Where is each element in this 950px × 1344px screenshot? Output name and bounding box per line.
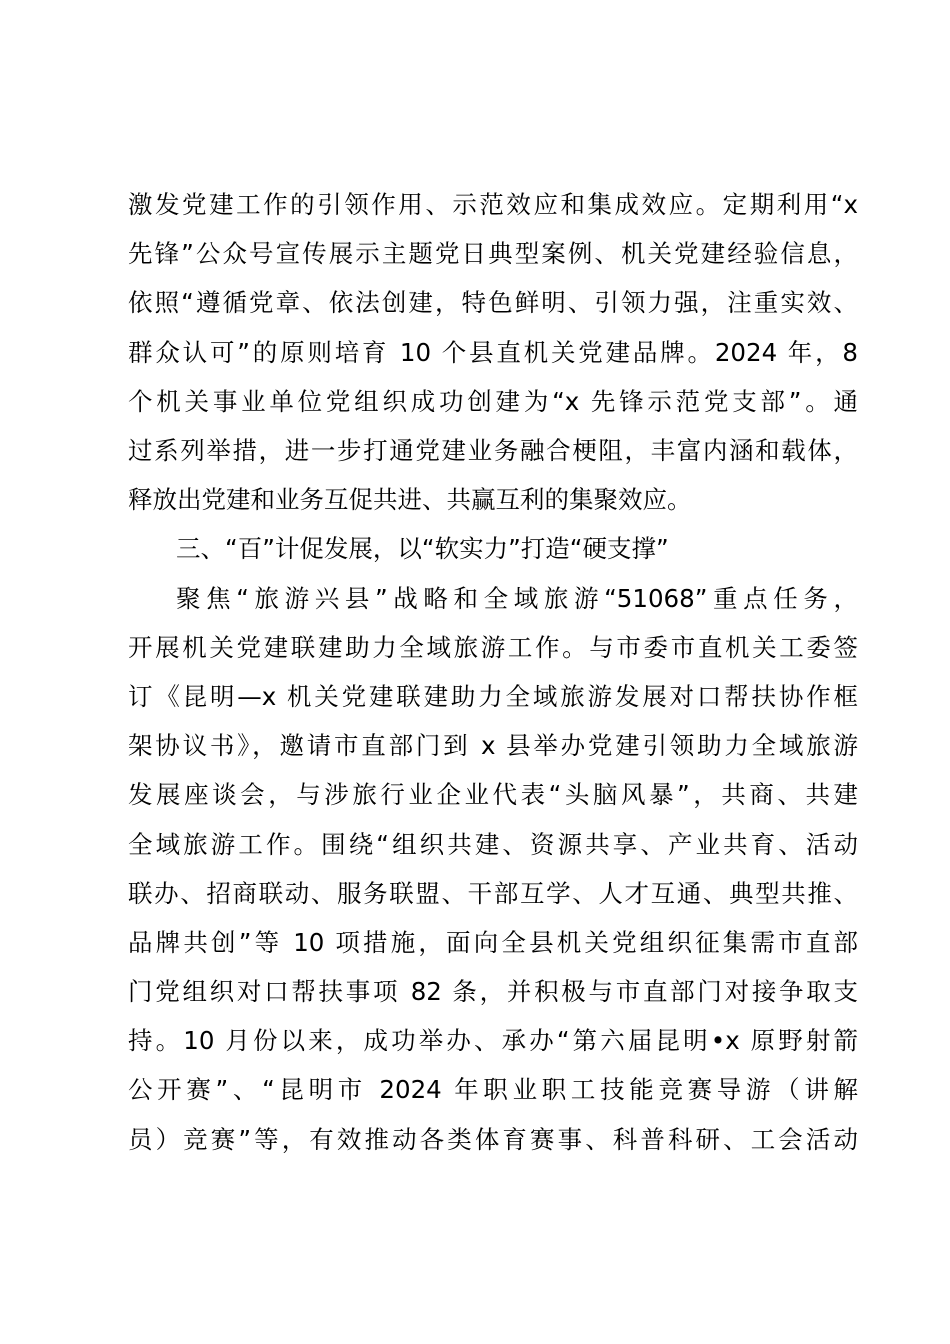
paragraph-1-line: 个机关事业单位党组织成功创建为“x 先锋示范党支部”。通	[128, 386, 858, 416]
paragraph-1-line: 先锋”公众号宣传展示主题党日典型案例、机关党建经验信息，	[128, 239, 858, 269]
paragraph-2	[128, 574, 858, 1164]
paragraph-2-line: 全域旅游工作。围绕“组织共建、资源共享、产业共育、活动	[128, 829, 858, 859]
paragraph-2-line: 门党组织对口帮扶事项 82 条，并积极与市直部门对接争取支	[128, 977, 858, 1007]
paragraph-2-line: 架协议书》，邀请市直部门到 x 县举办党建引领助力全域旅游	[128, 731, 858, 761]
paragraph-1-line: 群众认可”的原则培育 10 个县直机关党建品牌。2024 年，8	[128, 337, 858, 367]
paragraph-1-line: 释放出党建和业务互促共进、共赢互利的集聚效应。	[128, 485, 692, 515]
paragraph-2-line: 发展座谈会，与涉旅行业企业代表“头脑风暴”，共商、共建	[128, 780, 858, 810]
paragraph-1	[128, 180, 858, 524]
paragraph-1-line: 依照“遵循党章、依法创建，特色鲜明、引领力强，注重实效、	[128, 288, 858, 318]
paragraph-2-line: 联办、招商联动、服务联盟、干部互学、人才互通、典型共推、	[128, 878, 858, 908]
paragraph-2-line: 订《昆明—x 机关党建联建助力全域旅游发展对口帮扶协作框	[128, 681, 858, 711]
section-heading-3	[128, 524, 858, 573]
paragraph-1-line: 过系列举措，进一步打通党建业务融合梗阻，丰富内涵和载体，	[128, 435, 858, 465]
paragraph-2-line: 公开赛”、“昆明市 2024 年职业职工技能竞赛导游（讲解	[128, 1075, 858, 1105]
paragraph-2-line: 开展机关党建联建助力全域旅游工作。与市委市直机关工委签	[128, 632, 858, 662]
paragraph-2-line: 品牌共创”等 10 项措施，面向全县机关党组织征集需市直部	[128, 927, 858, 957]
paragraph-2-line: 持。10 月份以来，成功举办、承办“第六届昆明•x 原野射箭	[128, 1026, 858, 1056]
paragraph-1-line: 激发党建工作的引领作用、示范效应和集成效应。定期利用“x	[128, 190, 858, 219]
section-heading-text: 三、“百”计促发展，以“软实力”打造“硬支撑”	[176, 534, 669, 564]
paragraph-2-line: 聚焦“旅游兴县”战略和全域旅游“51068”重点任务，	[176, 583, 858, 613]
paragraph-2-line: 员）竞赛”等，有效推动各类体育赛事、科普科研、工会活动	[128, 1124, 858, 1154]
